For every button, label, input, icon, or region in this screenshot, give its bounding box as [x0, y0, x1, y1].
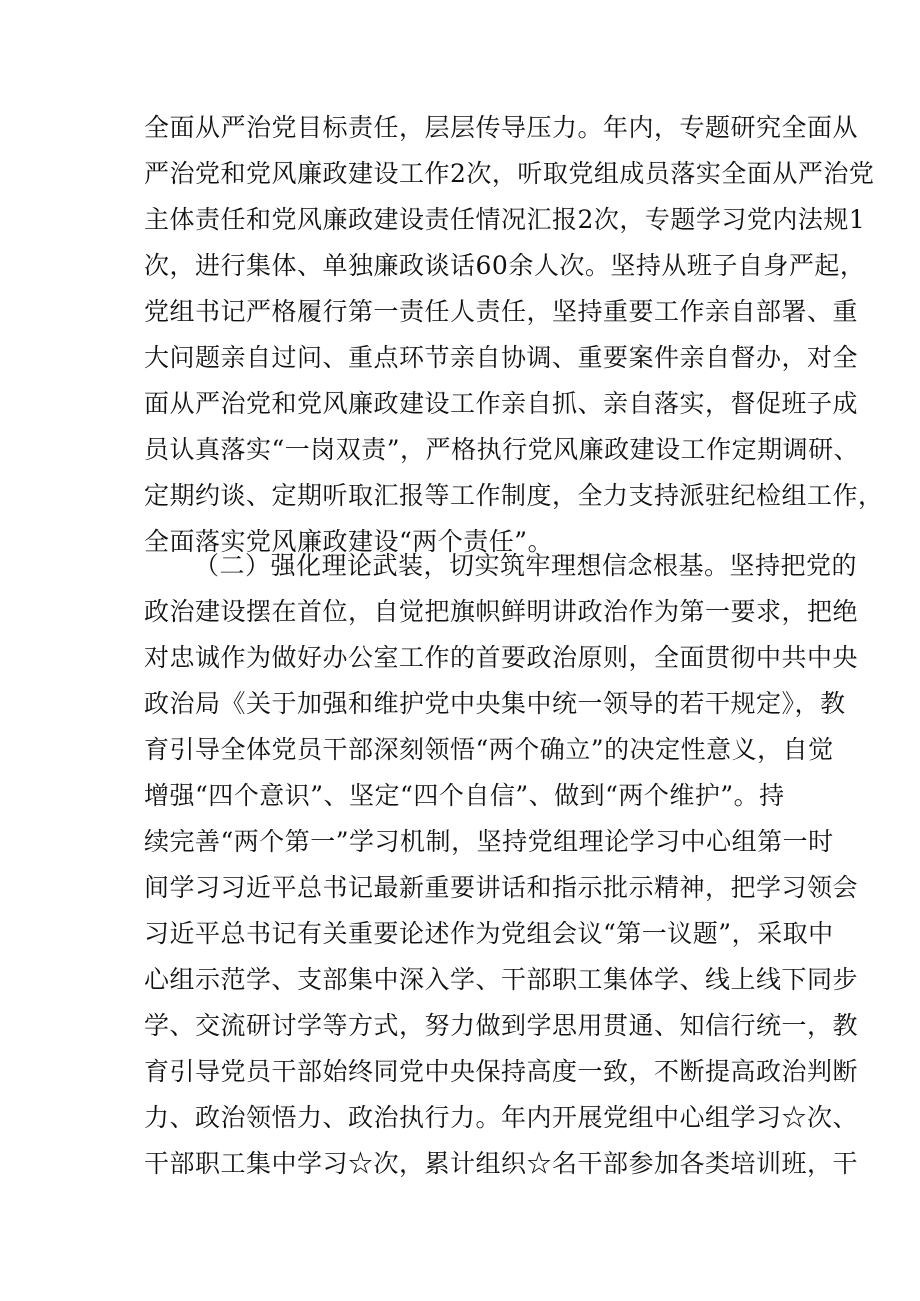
- text-line: 全面落实党风廉政建设“两个责任”。: [144, 527, 554, 556]
- text-line: 学、交流研讨学等方式，努力做到学思用贯通、知信行统一，教: [144, 1011, 859, 1040]
- text-line: 党组书记严格履行第一责任人责任，坚持重要工作亲自部署、重: [144, 297, 859, 326]
- text-line: 全面从严治党目标责任，层层传导压力。年内，专题研究全面从: [144, 113, 859, 142]
- text-line: 习近平总书记有关重要论述作为党组会议“第一议题”，采取中: [144, 919, 834, 948]
- text-line: 政治局《关于加强和维护党中央集中统一领导的若干规定》，教: [144, 689, 846, 718]
- text-line: 增强“四个意识”、坚定“四个自信”、做到“两个维护”。持: [144, 781, 785, 810]
- text-line: 严治党和党风廉政建设工作2次，听取党组成员落实全面从严治党: [144, 159, 875, 188]
- paragraph-theory-armament: [144, 543, 859, 1187]
- text-line: 对忠诚作为做好办公室工作的首要政治原则，全面贯彻中共中央: [144, 643, 859, 672]
- text-line: 心组示范学、支部集中深入学、干部职工集体学、线上线下同步: [144, 965, 859, 994]
- text-line: 主体责任和党风廉政建设责任情况汇报2次，专题学习党内法规1: [144, 205, 866, 234]
- text-line: 员认真落实“一岗双责”，严格执行党风廉政建设工作定期调研、: [144, 435, 860, 464]
- text-line: 政治建设摆在首位，自觉把旗帜鲜明讲政治作为第一要求，把绝: [144, 597, 859, 626]
- text-line: 干部职工集中学习☆次，累计组织☆名干部参加各类培训班，干: [144, 1149, 859, 1178]
- text-line: 定期约谈、定期听取汇报等工作制度，全力支持派驻纪检组工作，: [144, 481, 884, 510]
- text-line: 力、政治领悟力、政治执行力。年内开展党组中心组学习☆次、: [144, 1103, 859, 1132]
- text-line: 续完善“两个第一”学习机制，坚持党组理论学习中心组第一时: [144, 827, 834, 856]
- section-heading-line: （二）强化理论武装，切实筑牢理想信念根基。坚持把党的: [194, 551, 858, 580]
- text-line: 大问题亲自过问、重点环节亲自协调、重要案件亲自督办，对全: [144, 343, 859, 372]
- paragraph-responsibility: [144, 105, 884, 565]
- text-line: 育引导全体党员干部深刻领悟“两个确立”的决定性意义，自觉: [144, 735, 834, 764]
- text-line: 面从严治党和党风廉政建设工作亲自抓、亲自落实，督促班子成: [144, 389, 859, 418]
- text-line: 育引导党员干部始终同党中央保持高度一致，不断提高政治判断: [144, 1057, 859, 1086]
- text-line: 次，进行集体、单独廉政谈话60余人次。坚持从班子自身严起，: [144, 251, 866, 280]
- text-line: 间学习习近平总书记最新重要讲话和指示批示精神，把学习领会: [144, 873, 859, 902]
